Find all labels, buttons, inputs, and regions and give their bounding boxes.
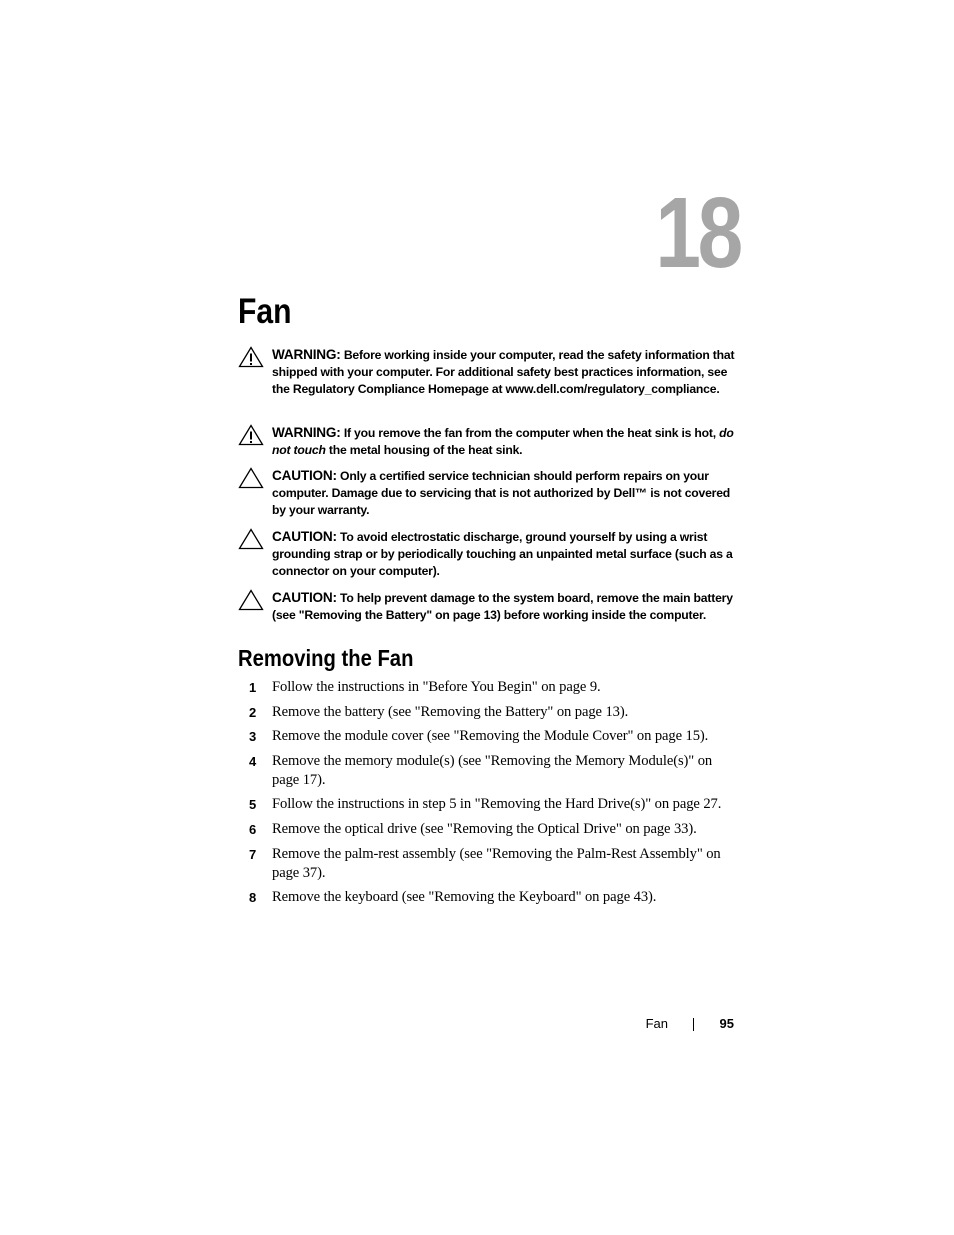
- notice-body: To avoid electrostatic discharge, ground yourself by using a wrist grounding strap or by periodically touching an unpainted metal surface (such as a connector on your computer).: [272, 530, 733, 579]
- caution-icon: [238, 589, 264, 611]
- notice-label: WARNING:: [272, 425, 341, 440]
- step-text: Follow the instructions in "Before You Begin" on page 9.: [272, 679, 601, 695]
- step-number: 1: [249, 680, 257, 695]
- footer-divider: [693, 1018, 694, 1031]
- notice-label: CAUTION:: [272, 468, 337, 483]
- list-item: [238, 703, 738, 722]
- step-text: Remove the keyboard (see "Removing the Keyboard" on page 43).: [272, 889, 657, 906]
- notice-text: [272, 467, 738, 520]
- warning-notice: [238, 346, 738, 399]
- step-text: Remove the optical drive (see "Removing the Optical Drive" on page 33).: [272, 820, 697, 837]
- step-number: 4: [249, 753, 257, 769]
- notice-body: To help prevent damage to the system board, remove the main battery (see "Removing the Battery" on page 13) before working inside the computer.: [272, 591, 733, 623]
- warning-icon: [238, 346, 264, 368]
- notice-label: CAUTION:: [272, 529, 337, 544]
- notice-body: Only a certified service technician should perform repairs on your computer. Damage due to servicing that is not authorized by Dell™ is not covered by your warranty.: [272, 469, 731, 518]
- caution-notice: [238, 528, 738, 581]
- list-item: [238, 888, 738, 907]
- list-item: [238, 820, 738, 839]
- chapter-title: Fan: [238, 292, 292, 331]
- step-text: Remove the memory module(s) (see "Removing the Memory Module(s)" on page 17).: [272, 752, 713, 788]
- notice-label: CAUTION:: [272, 590, 337, 605]
- warning-notice: [238, 424, 738, 459]
- step-number: 6: [249, 821, 257, 837]
- step-text: Follow the instructions in step 5 in "Removing the Hard Drive(s)" on page 27.: [272, 796, 722, 813]
- notice-text: [272, 589, 738, 624]
- list-item: [238, 727, 738, 746]
- step-number: 8: [249, 890, 257, 906]
- step-number: 7: [249, 846, 257, 862]
- notice-body-before: If you remove the fan from the computer when the heat sink is hot,: [343, 426, 716, 440]
- step-number: 3: [249, 729, 257, 745]
- notice-label: WARNING:: [272, 347, 341, 362]
- caution-notice: [238, 589, 738, 624]
- step-text: Remove the palm-rest assembly (see "Removing the Palm-Rest Assembly" on page 37).: [272, 845, 721, 881]
- list-item: [238, 678, 738, 697]
- notice-emphasis: do not touch: [272, 426, 734, 458]
- step-text: Remove the battery (see "Removing the Battery" on page 13).: [272, 703, 629, 720]
- list-item: [238, 845, 738, 883]
- notice-text: [272, 528, 738, 581]
- notice-text: [272, 424, 738, 459]
- page-footer: [600, 1014, 736, 1034]
- list-item: [238, 795, 738, 814]
- notice-body-after: the metal housing of the heat sink.: [328, 443, 523, 458]
- warning-icon: [238, 424, 264, 446]
- footer-section-label: Fan: [645, 1016, 668, 1031]
- step-number: 5: [249, 797, 257, 813]
- caution-icon: [238, 467, 264, 489]
- section-heading: Removing the Fan: [238, 645, 414, 671]
- notice-text: [272, 346, 738, 399]
- notice-body: Before working inside your computer, read the safety information that shipped with your computer. For additional safety best practices information, see the Regulatory Compliance Homepage at www.dell.com/regulatory_compliance.: [272, 348, 735, 397]
- list-item: [238, 752, 738, 790]
- chapter-number: 18: [655, 177, 740, 289]
- steps-list: [238, 678, 738, 913]
- caution-icon: [238, 528, 264, 550]
- page-number: 95: [719, 1016, 734, 1031]
- step-number: 2: [249, 704, 257, 720]
- step-text: Remove the module cover (see "Removing the Module Cover" on page 15).: [272, 728, 709, 745]
- caution-notice: [238, 467, 738, 520]
